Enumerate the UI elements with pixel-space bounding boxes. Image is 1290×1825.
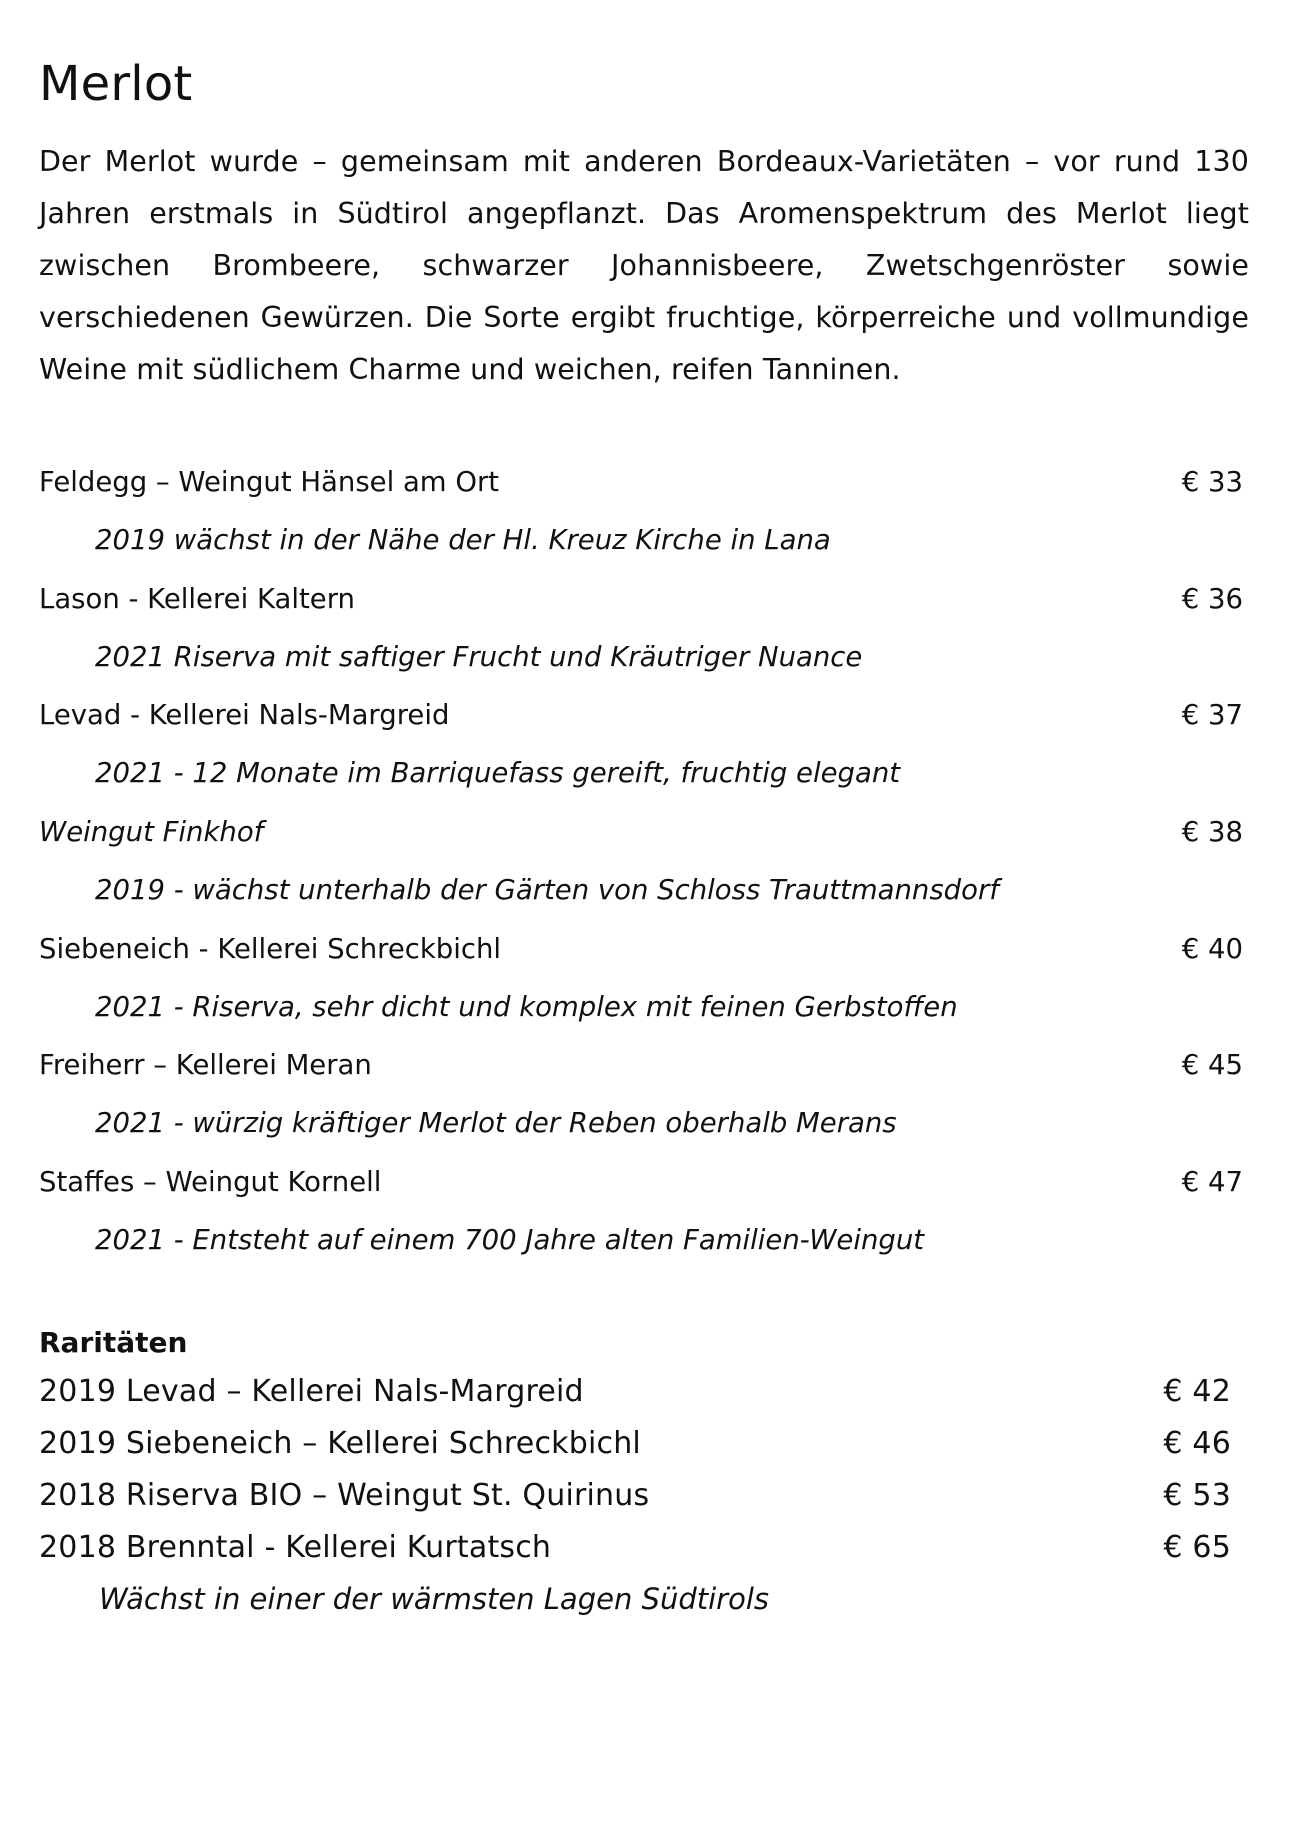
wine-price: € 36 [1181,582,1243,615]
wine-line [39,920,1249,978]
rarity-name: 2019 Levad – Kellerei Nals-Margreid [39,1374,584,1409]
wine-description: 2021 - 12 Monate im Barriquefass gereift, fruchtig elegant [95,757,901,790]
wine-name: Feldegg – Weingut Hänsel am Ort [39,466,500,498]
wine-price: € 38 [1181,816,1243,849]
rarity-item [39,1418,1249,1470]
wine-description: 2021 - Riserva, sehr dicht und komplex mit feinen Gerbstoffen [95,990,958,1023]
wine-description: 2021 Riserva mit saftiger Frucht und Kräutriger Nuance [95,640,863,673]
wine-line [39,570,1249,628]
rarity-item [39,1522,1249,1574]
wine-price: € 40 [1181,932,1243,965]
rarity-name: 2018 Riserva BIO – Weingut St. Quirinus [39,1478,650,1513]
wine-line [39,453,1249,511]
rarities-list [39,1366,1249,1574]
wine-price: € 47 [1181,1166,1243,1199]
rarities-heading: Raritäten [39,1326,188,1359]
rarity-note: Wächst in einer der wärmsten Lagen Südtirols [99,1582,770,1616]
wine-entry [39,803,1249,920]
wine-description: 2021 - Entsteht auf einem 700 Jahre alten Familien-Weingut [95,1224,925,1257]
wine-name: Staffes – Weingut Kornell [39,1166,382,1199]
wine-price: € 33 [1181,466,1243,498]
wine-name: Weingut Finkhof [39,816,264,849]
wine-entry [39,1036,1249,1153]
wine-line [39,1036,1249,1094]
wine-price: € 45 [1181,1049,1243,1082]
rarity-price: € 46 [1163,1426,1231,1461]
wine-name: Freiherr – Kellerei Meran [39,1049,372,1082]
rarity-price: € 65 [1163,1530,1231,1565]
rarity-name: 2018 Brenntal - Kellerei Kurtatsch [39,1530,552,1565]
merlot-wine-list [39,453,1249,1270]
wine-line [39,686,1249,744]
merlot-description: Der Merlot wurde – gemeinsam mit anderen Bordeaux-Varietäten – vor rund 130 Jahren erstmals in Südtirol angepflanzt. Das Aromenspektrum des Merlot liegt zwischen Brombeere, schwarzer Johannisbeere, Zwetschgenröster sowie verschiedenen Gewürzen. Die Sorte ergibt fruchtige, körperreiche und vollmundige Weine mit südlichem Charme und weichen, reifen Tanninen. [39,145,1249,386]
wine-description: 2019 - wächst unterhalb der Gärten von Schloss Trauttmannsdorf [95,874,999,907]
wine-name: Lason - Kellerei Kaltern [39,582,355,615]
wine-entry [39,570,1249,687]
rarity-item [39,1470,1249,1522]
wine-line [39,803,1249,861]
rarity-price: € 42 [1163,1374,1231,1409]
wine-line [39,1153,1249,1211]
wine-entry [39,1153,1249,1270]
wine-entry [39,686,1249,803]
wine-name: Siebeneich - Kellerei Schreckbichl [39,932,502,965]
wine-price: € 37 [1181,699,1243,732]
rarity-name: 2019 Siebeneich – Kellerei Schreckbichl [39,1426,641,1461]
page-title: Merlot [39,56,193,112]
wine-entry [39,453,1249,570]
wine-description: 2019 wächst in der Nähe der Hl. Kreuz Kirche in Lana [95,524,831,556]
rarity-price: € 53 [1163,1478,1231,1513]
rarity-item [39,1366,1249,1418]
wine-description: 2021 - würzig kräftiger Merlot der Reben oberhalb Merans [95,1107,897,1140]
wine-entry [39,920,1249,1037]
wine-name: Levad - Kellerei Nals-Margreid [39,699,450,732]
